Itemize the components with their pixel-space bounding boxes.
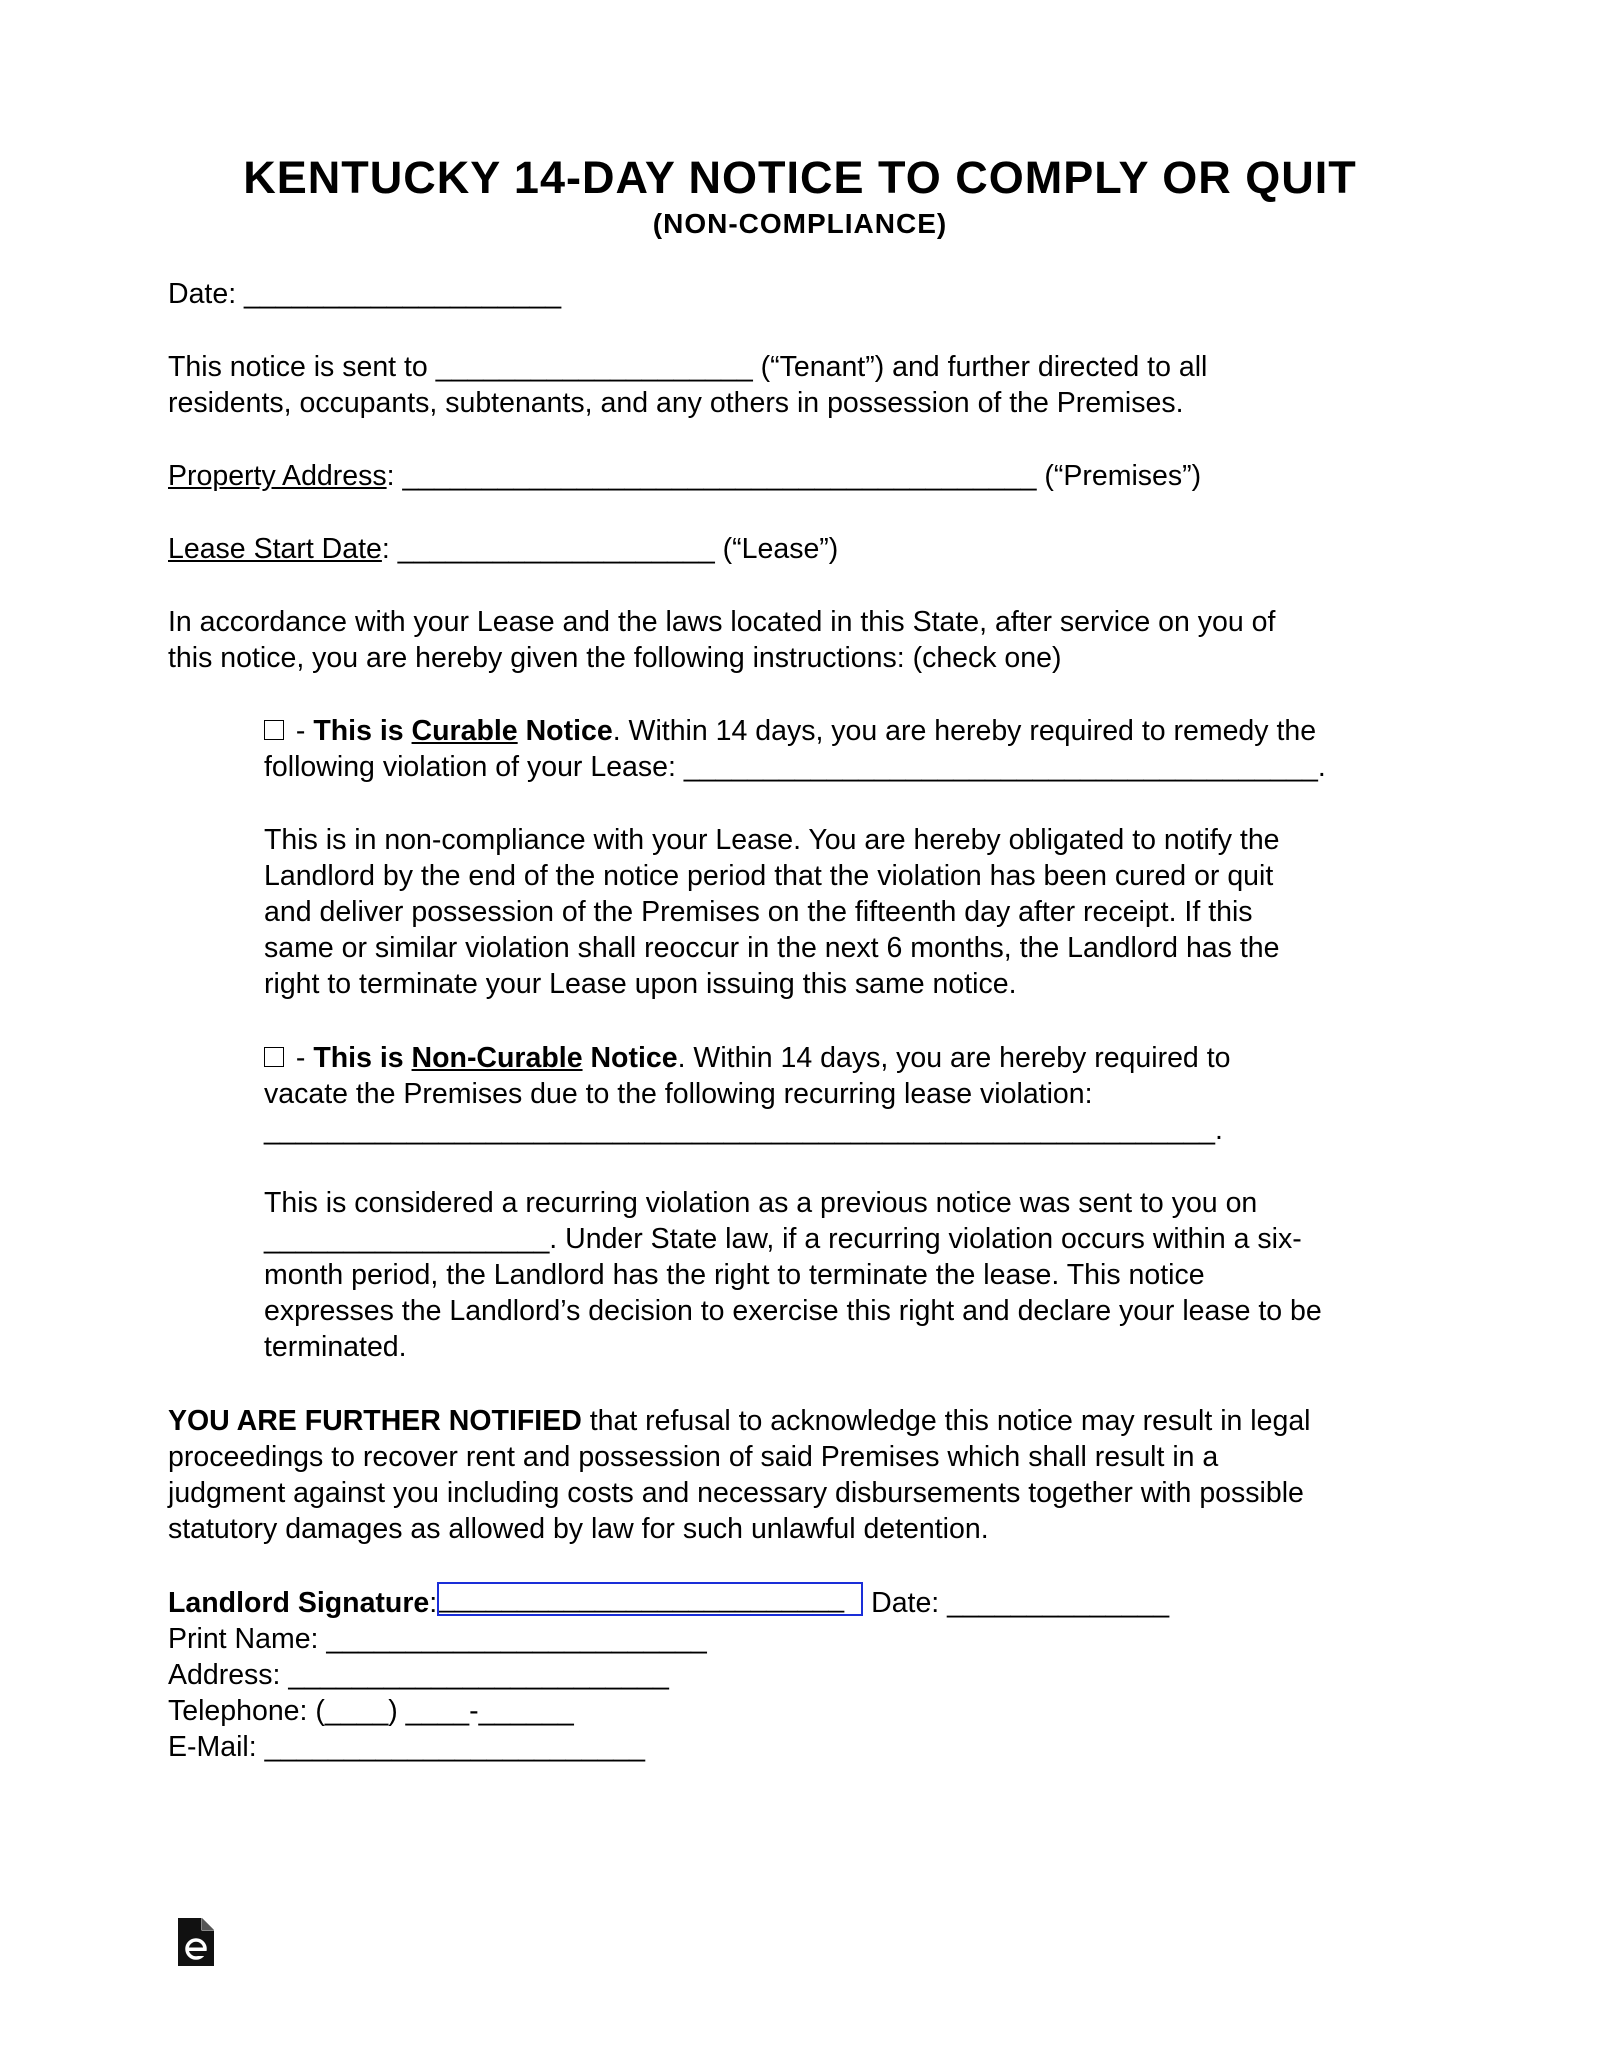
eforms-logo-icon [176,1916,216,1968]
noncurable-body-line: month period, the Landlord has the right to terminate the lease. This notice [264,1259,1205,1291]
noncurable-violation-blank: ____________________________________________________________ [264,1114,1216,1146]
curable-checkbox[interactable] [264,720,284,740]
print-name-line: Print Name: ________________________ [168,1623,707,1655]
curable-line-2 [264,749,1326,785]
curable-body-line: right to terminate your Lease upon issuing this same notice. [264,968,1017,1000]
curable-dash: - [295,715,306,747]
property-address-suffix: (“Premises”) [1044,460,1202,492]
property-colon: : [386,460,395,492]
lease-start-label: Lease Start Date [168,533,382,565]
noncurable-period: . [1215,1114,1223,1146]
further-notified-line-1 [168,1403,1311,1439]
address-line: Address: ________________________ [168,1659,669,1691]
lease-start-blank: ____________________ [397,533,715,565]
tenant-line [168,349,1207,385]
curable-period: . [1317,751,1326,783]
curable-violation-prefix: following violation of your Lease: [264,751,676,783]
curable-notice: Notice [525,715,613,747]
further-notified-heading: YOU ARE FURTHER NOTIFIED [168,1405,582,1437]
curable-body-line: same or similar violation shall reoccur in the next 6 months, the Landlord has the [264,932,1280,964]
curable-rest: . Within 14 days, you are hereby required to remedy the [612,715,1317,747]
noncurable-line-2: vacate the Premises due to the following recurring lease violation: [264,1078,1093,1110]
curable-option [264,713,1316,749]
document-subtitle: (NON-COMPLIANCE) [652,208,948,239]
curable-kind: Curable [411,715,518,747]
intro-line-1: In accordance with your Lease and the laws located in this State, after service on you of [168,606,1276,638]
landlord-signature-label: Landlord Signature [168,1587,430,1619]
noncurable-dash: - [295,1042,306,1074]
telephone-line: Telephone: (____) ____-______ [168,1695,574,1727]
noncurable-line-3 [264,1112,1223,1148]
further-notified-rest: that refusal to acknowledge this notice may result in legal [581,1405,1311,1437]
curable-violation-blank: ________________________________________ [683,751,1318,783]
noncurable-rest: . Within 14 days, you are hereby required to [677,1042,1231,1074]
landlord-signature-field[interactable]: __________________________ [437,1582,863,1616]
noncurable-kind: Non-Curable [411,1042,583,1074]
intro-line-2: this notice, you are hereby given the following instructions: (check one) [168,642,1062,674]
curable-this-is: This is [313,715,404,747]
tenant-suffix: (“Tenant”) and further directed to all [760,351,1208,383]
noncurable-notice: Notice [590,1042,678,1074]
property-address-line [168,458,1201,494]
noncurable-body-line: __________________. Under State law, if a recurring violation occurs within a six- [264,1223,1302,1255]
signature-date-blank: ______________ [947,1587,1170,1619]
lease-start-colon: : [381,533,390,565]
further-notified-line: judgment against you including costs and necessary disbursements together with possible [168,1477,1304,1509]
noncurable-body-line: This is considered a recurring violation as a previous notice was sent to you on [264,1187,1258,1219]
noncurable-body-line: terminated. [264,1331,407,1363]
further-notified-line: proceedings to recover rent and possession of said Premises which shall result in a [168,1441,1219,1473]
noncurable-this-is: This is [313,1042,404,1074]
noncurable-option [264,1040,1230,1076]
signature-colon: : [429,1587,438,1619]
tenant-line-2: residents, occupants, subtenants, and any others in possession of the Premises. [168,387,1184,419]
tenant-blank: ____________________ [435,351,753,383]
curable-body-line: and deliver possession of the Premises on the fifteenth day after receipt. If this [264,896,1253,928]
lease-start-line [168,531,838,567]
property-address-blank: ________________________________________ [402,460,1037,492]
noncurable-checkbox[interactable] [264,1047,284,1067]
curable-body-line: This is in non-compliance with your Lease. You are hereby obligated to notify the [264,824,1280,856]
email-line: E-Mail: ________________________ [168,1731,645,1763]
curable-body-line: Landlord by the end of the notice period that the violation has been cured or quit [264,860,1274,892]
lease-start-suffix: (“Lease”) [722,533,839,565]
date-line [168,276,561,312]
document-title: KENTUCKY 14-DAY NOTICE TO COMPLY OR QUIT [243,152,1357,203]
signature-date-label: Date: [871,1587,940,1619]
date-blank: ____________________ [244,278,562,310]
property-address-label: Property Address [168,460,387,492]
date-label: Date: [168,278,237,310]
further-notified-line: statutory damages as allowed by law for such unlawful detention. [168,1513,989,1545]
noncurable-body-line: expresses the Landlord’s decision to exercise this right and declare your lease to be [264,1295,1322,1327]
tenant-prefix: This notice is sent to [168,351,428,383]
signature-line [168,1582,1170,1621]
